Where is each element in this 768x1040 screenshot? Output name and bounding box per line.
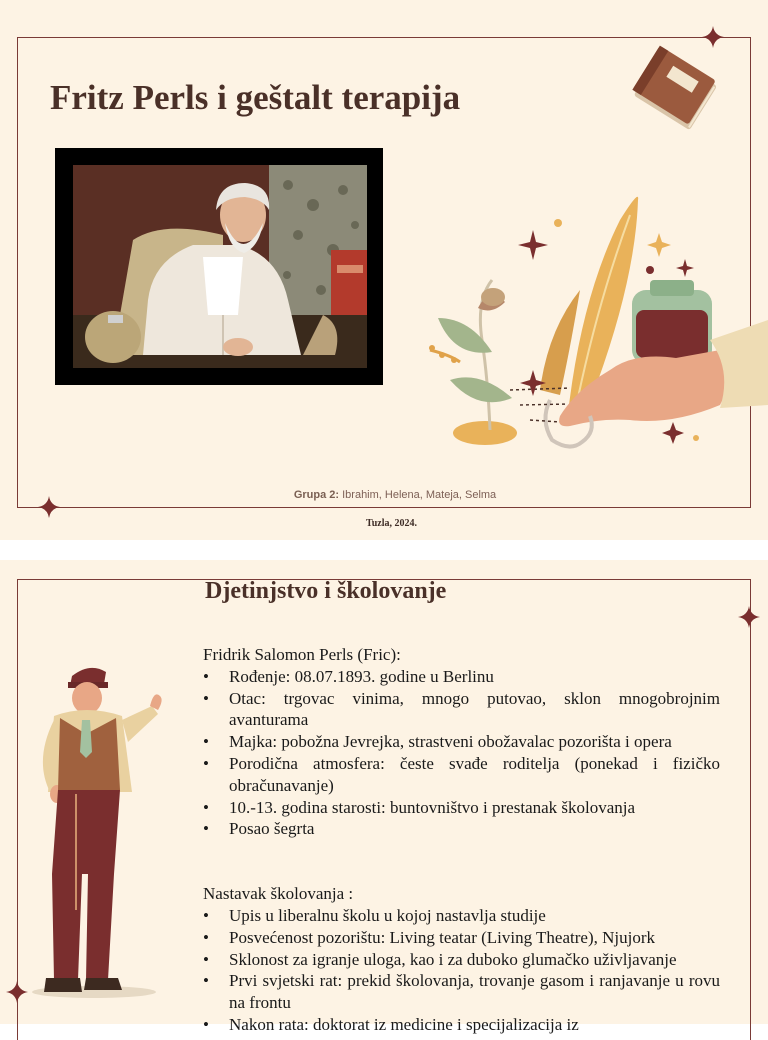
childhood-list: [203, 666, 720, 840]
place-and-date: Tuzla, 2024.: [365, 518, 418, 529]
list-item: • Rođenje: 08.07.1893. godine u Berlinu: [203, 666, 720, 688]
fritz-perls-photo: [73, 165, 367, 368]
education-list: [203, 905, 720, 1036]
presentation-title: Fritz Perls i geštalt terapija: [50, 78, 461, 117]
portrait-photo-frame: [55, 148, 383, 385]
spacer: [203, 840, 720, 883]
list-item: • Porodična atmosfera: česte svađe roditelja (ponekad i fizičko obračunavanje): [203, 753, 720, 797]
list-item: • Prvi svjetski rat: prekid školovanja, trovanje gasom i ranjavanje u rovu na frontu: [203, 970, 720, 1014]
sparkle-icon: [737, 605, 761, 629]
quill-and-ink-illustration: [420, 180, 768, 470]
content-intro-2: Nastavak školovanja :: [203, 884, 354, 904]
group-members: Ibrahim, Helena, Mateja, Selma: [342, 489, 497, 501]
list-item: • Otac: trgovac vinima, mnogo putovao, sklon mnogobrojnim avanturama: [203, 688, 720, 732]
list-item: • 10.-13. godina starosti: buntovništvo i prestanak školovanja: [203, 797, 720, 819]
list-item: • Nakon rata: doktorat iz medicine i specijalizacija iz: [203, 1014, 720, 1036]
list-item: • Majka: pobožna Jevrejka, strastveni obožavalac pozorišta i opera: [203, 731, 720, 753]
childhood-slide: [0, 560, 768, 1034]
group-label: Grupa 2:: [293, 489, 340, 501]
slide-content: [203, 644, 720, 1036]
section-title: Djetinjstvo i školovanje: [205, 578, 447, 604]
book-icon: [620, 44, 728, 138]
list-item: • Posao šegrta: [203, 818, 720, 840]
list-item: • Posvećenost pozorištu: Living teatar (Living Theatre), Njujork: [203, 927, 720, 949]
list-item: • Sklonost za igranje uloga, kao i za duboko glumačko uživljavanje: [203, 949, 720, 971]
list-item: • Upis u liberalnu školu u kojoj nastavlja studije: [203, 905, 720, 927]
content-intro: Fridrik Salomon Perls (Fric):: [203, 645, 401, 664]
man-waving-illustration: [24, 660, 174, 1000]
group-caption: [0, 489, 768, 501]
